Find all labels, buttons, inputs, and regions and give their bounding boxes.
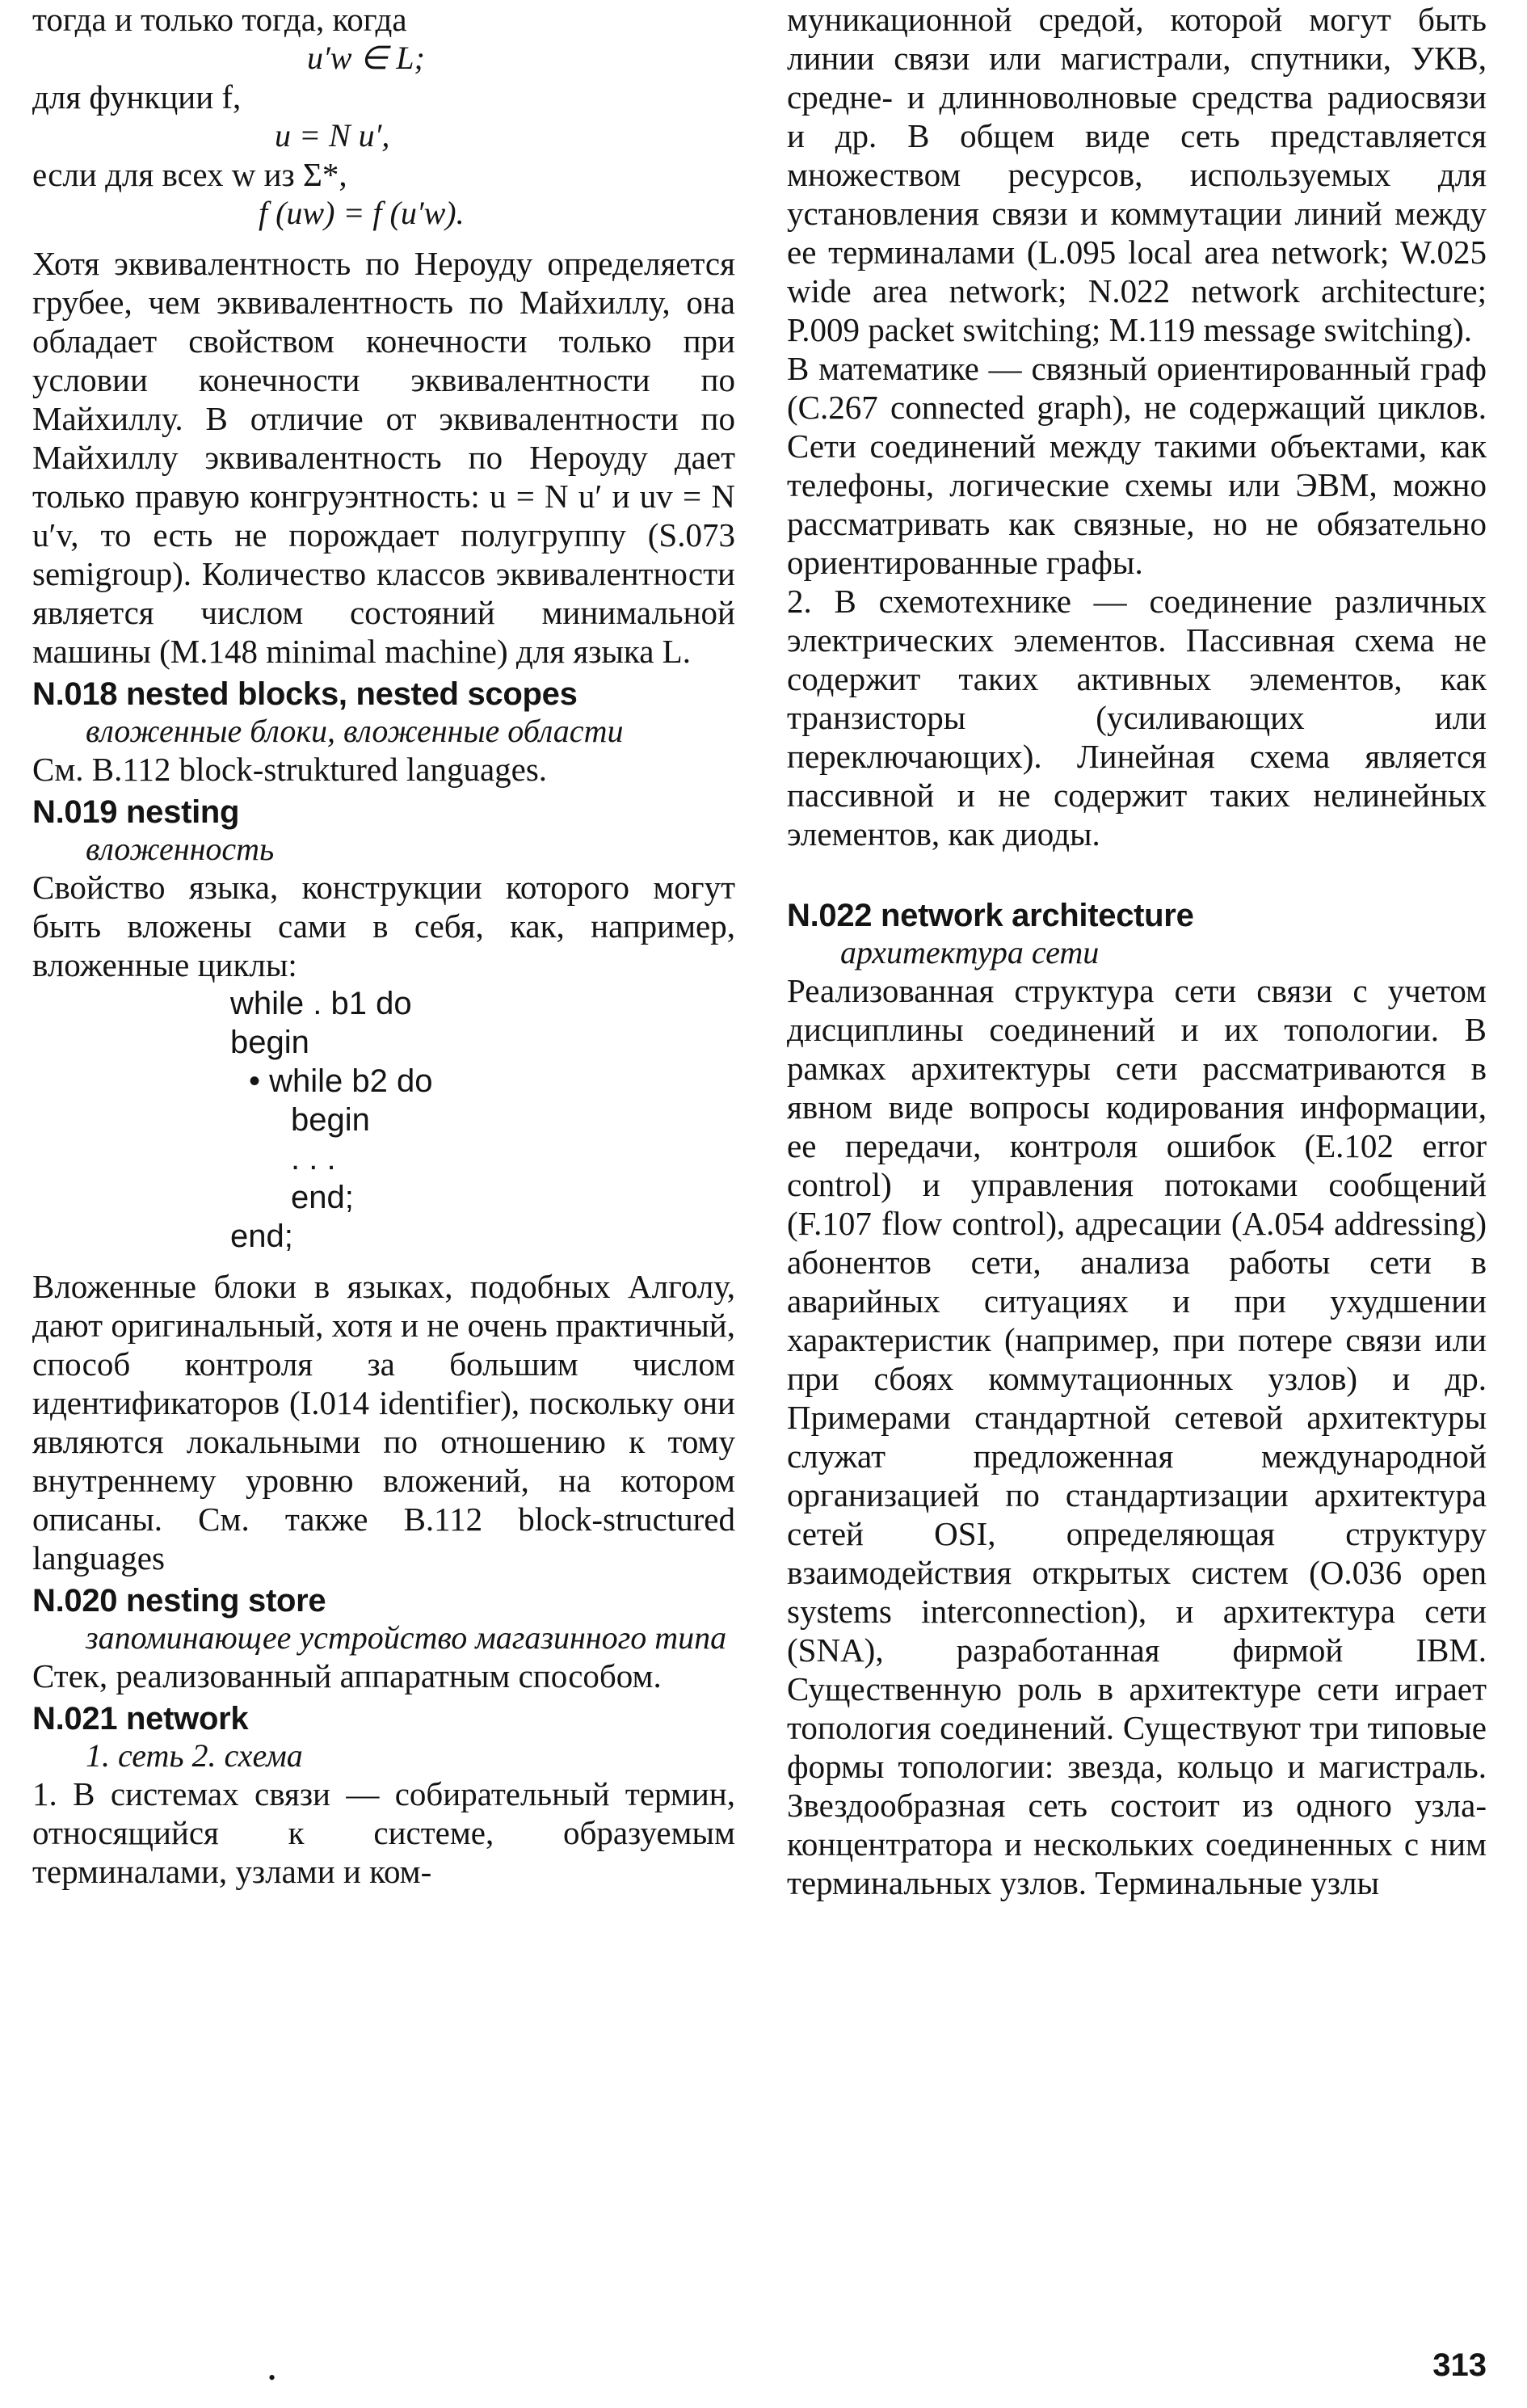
stray-mark: • (268, 2366, 276, 2389)
entry-translation-n022: архитектура сети (840, 934, 1100, 970)
code-line: while . b1 do (230, 986, 412, 1021)
entry-heading-n019: N.019 nesting (32, 794, 240, 830)
paragraph-network-continued: муникационной средой, которой могут быть линии связи или магистрали, спутники, УКВ, средне- и длинноволновые средства радиосвязи и др. В общем виде сеть представляется множеством ресурсов, используемых для установления связи и коммутации линий между ее терминалами (L.095 local area network; W.025 wide area network; N.022 network architecture; P.009 packet switching; M.119 message switching). (787, 1, 1487, 348)
paragraph-network-circuits: 2. В схемотехнике — соединение различных электрических элементов. Пассивная схема не содержит таких активных элементов, как транзисторы (усиливающих или переключающих). Линейная схема является пассивной и не содержит таких нелинейных элементов, как диоды. (787, 583, 1487, 852)
entry-translation-n018: вложенные блоки, вложенные области (86, 713, 624, 749)
entry-heading-n022: N.022 network architecture (787, 898, 1194, 933)
entry-translation-n020: запоминающее устройство магазинного типа (86, 1619, 727, 1656)
intro-text-1: тогда и только тогда, когда (32, 1, 407, 38)
entry-heading-n018: N.018 nested blocks, nested scopes (32, 676, 578, 712)
right-column (787, 0, 1487, 2392)
left-column (32, 0, 735, 2392)
entry-body-n021: 1. В системах связи — собирательный термин, относящийся к системе, образуемым терминалами, узлами и ком- (32, 1775, 735, 1890)
code-line: begin (230, 1025, 309, 1060)
entry-translation-n019: вложенность (86, 831, 275, 867)
entry-body-n022: Реализованная структура сети связи с учетом дисциплины соединений и их топологии. В рамках архитектуры сети рассматриваются в явном виде вопросы кодирования информации, ее передачи, контроля ошибок (E.102 error control) и управления потоками сообщений (F.107 flow control), адресации (A.054 addressing) абонентов сети, анализа работы сети в аварийных ситуациях и при ухудшении характеристик (например, при потере связи или при сбоях коммутационных узлов) и др. Примерами стандартной сетевой архитектуры служат предложенная международной организацией по стандартизации архитектура сетей OSI, определяющая структуру взаимодействия открытых систем (O.036 open systems interconnection), и архитектура сети (SNA), разработанная фирмой IBM. Существенную роль в архитектуре сети играет топология соединений. Существуют три типовые формы топологии: звезда, кольцо и магистраль. Звездообразная сеть состоит из одного узла-концентратора и нескольких соединенных с ним терминальных узлов. Терминальные узлы (787, 972, 1487, 1901)
code-line: begin (291, 1102, 370, 1138)
entry-heading-n021: N.021 network (32, 1701, 249, 1737)
code-example-nested-loops (32, 984, 735, 1256)
intro-text-2: для функции f, (32, 78, 242, 116)
code-line: • while b2 do (249, 1063, 433, 1099)
paragraph-network-math: В математике — связный ориентированный граф (C.267 connected graph), не содержащий циклов. Сети соединений между такими объектами, как телефоны, логические схемы или ЭВМ, можно рассматривать как связные, но не обязательно ориентированные графы. (787, 350, 1487, 581)
paragraph-nerode-equivalence: Хотя эквивалентность по Нероуду определяется грубее, чем эквивалентность по Майхиллу, она обладает свойством конечности только при условии конечности эквивалентности по Майхиллу. В отличие от эквивалентности по Майхиллу эквивалентность по Нероуду дает только правую конгруэнтность: u = N u′ и uv = N u′v, то есть не порождает полугруппу (S.073 semigroup). Количество классов эквивалентности является числом состояний минимальной машины (M.148 minimal machine) для языка L. (32, 245, 735, 670)
code-line: end; (291, 1180, 354, 1215)
entry-body-n018: См. B.112 block-struktured languages. (32, 751, 548, 788)
formula-2: u = N u′, (275, 117, 390, 154)
intro-text-3: если для всех w из Σ*, (32, 156, 347, 193)
entry-body-n019-continued: Вложенные блоки в языках, подобных Алголу, дают оригинальный, хотя и не очень практичный, способ контроля за большим числом идентификаторов (I.014 identifier), поскольку они являются локальными по отношению к тому внутреннему уровню вложений, на котором описаны. См. также B.112 block-structured languages (32, 1268, 735, 1577)
formula-1: u′w ∈ L; (307, 40, 425, 76)
formula-3: f (uw) = f (u′w). (259, 195, 465, 231)
page-number: 313 (1432, 2347, 1487, 2383)
entry-translation-n021: 1. сеть 2. схема (86, 1737, 303, 1774)
entry-body-n020: Стек, реализованный аппаратным способом. (32, 1657, 662, 1694)
code-line: end; (230, 1219, 293, 1254)
entry-heading-n020: N.020 nesting store (32, 1583, 326, 1619)
code-line: . . . (291, 1141, 336, 1177)
entry-body-n019: Свойство языка, конструкции которого могут быть вложены сами в себя, как, например, вложенные циклы: (32, 869, 735, 983)
